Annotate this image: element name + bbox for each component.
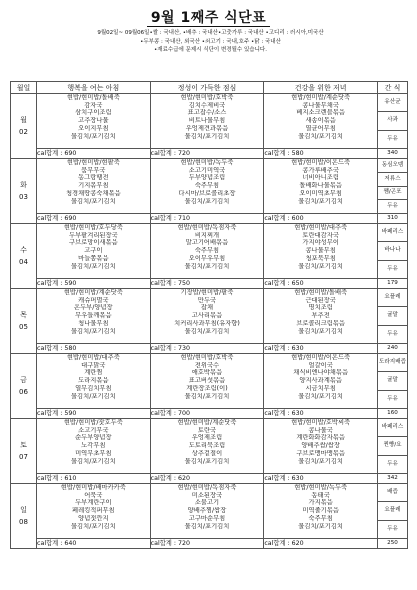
menu-item: 베지소크렌블볶음 <box>296 109 345 117</box>
page-title <box>0 7 417 27</box>
menu-item: 현밥/현미밥/계순닷죽 <box>177 419 237 426</box>
menu-item: 물김치/포기김치 <box>184 132 230 140</box>
menu-item: 오이지무침 <box>78 124 109 132</box>
menu-item: 동태국 <box>311 491 330 499</box>
lunch-menu <box>150 224 264 279</box>
menu-item: 명치조림 <box>308 304 333 312</box>
day-weekday: 목 <box>20 311 27 319</box>
menu-item: 현밥/현미밥/잣호두죽 <box>63 419 123 426</box>
note-line: •재료수급에 문제시 식단이 변경될수 있습니다. <box>154 47 267 53</box>
header-date: 월일 <box>11 82 37 94</box>
menu-item: 어묵국 <box>84 491 103 499</box>
header-snack: 간 식 <box>378 82 408 94</box>
calorie-total: cal합계 : 590 <box>37 409 151 419</box>
menu-item: 가지볶음 <box>308 499 333 507</box>
menu-item: 물김치/포기김치 <box>70 132 116 140</box>
menu-item: 현밥/현미밥/호두당죽 <box>63 224 123 231</box>
note-line: 9월02일~ 09월06일•쌀 : 국내산, •배추 : 국내산•고춧가루 : 국내산 •고디리 : 러시아,미국산 <box>97 30 324 36</box>
menu-item: 계란찜 <box>84 369 103 377</box>
day-weekday: 금 <box>20 376 27 384</box>
menu-item: 현밥/현미밥/돌배죽 <box>66 94 120 101</box>
snack-item: 찐빵/요 <box>378 437 407 455</box>
breakfast-menu <box>37 354 151 409</box>
snack-item: 두유 <box>387 330 398 337</box>
calorie-row <box>11 409 408 419</box>
menu-item: 물김치/포기김치 <box>70 327 116 335</box>
snack-calorie: 179 <box>378 279 408 289</box>
note-line: •두부콩 : 국내산, 외국산 •쇠고기 : 국내,호주 •닭 : 국내산 <box>140 38 281 45</box>
day-label <box>11 94 37 159</box>
day-weekday: 화 <box>20 181 27 189</box>
calorie-total: cal합계 : 690 <box>37 149 151 159</box>
calorie-row <box>11 149 408 159</box>
menu-item: 물김치/포기김치 <box>298 522 343 530</box>
menu-item: 뭄무무국 <box>81 166 106 174</box>
day-date: 04 <box>19 258 28 266</box>
menu-item: 채식비엔나야채볶음 <box>293 369 349 377</box>
menu-item: 상추겉절이 <box>191 449 223 457</box>
day-date: 07 <box>19 453 28 461</box>
day-label <box>11 419 37 484</box>
snack-item: 쨈/곤포 <box>378 187 407 201</box>
menu-item: 물김치/포기김치 <box>70 392 116 400</box>
day-row <box>11 159 408 214</box>
dinner-menu <box>264 224 378 279</box>
day-date: 03 <box>19 193 28 201</box>
day-date: 05 <box>19 323 28 331</box>
day-label <box>11 354 37 419</box>
day-row <box>11 289 408 344</box>
menu-item: 두부계란구이 <box>75 499 112 507</box>
lunch-menu <box>150 94 264 149</box>
header-lunch: 정성이 가득한 점심 <box>150 82 264 94</box>
menu-item: 물김치/포기김치 <box>298 197 343 205</box>
snack-item: 바페리스 <box>378 419 407 437</box>
menu-item: 현밥/현미밥/배마카카죽 <box>60 484 126 491</box>
dinner-menu <box>264 289 378 344</box>
calorie-row <box>11 539 408 549</box>
menu-item: 숙주무침 <box>308 514 333 522</box>
menu-item: 현밥/현미밥/이온드죽 <box>291 159 351 166</box>
snack-item: 바나나 <box>378 242 407 260</box>
breakfast-menu <box>37 224 151 279</box>
menu-item: 현밥/현미밥/녹두죽 <box>294 484 348 491</box>
menu-item: 물김치/포기김치 <box>298 262 343 270</box>
header-breakfast: 행복을 여는 아침 <box>37 82 151 94</box>
menu-item: 두부팥겨리된장국 <box>68 231 118 239</box>
menu-item: 기지볶무침 <box>78 182 109 190</box>
snack-calorie: 250 <box>378 539 408 549</box>
menu-item: 양배추찜/쌈장 <box>187 507 227 515</box>
menu-item: 고구마순무침 <box>188 514 226 522</box>
calorie-total: cal합계 : 640 <box>37 539 151 549</box>
menu-item: 물김치/포기김치 <box>184 457 230 465</box>
snack-item: 두유 <box>387 525 398 532</box>
snack-item: 두유 <box>387 265 398 272</box>
menu-item: 열균어무침 <box>305 124 336 132</box>
snack-calorie: 340 <box>378 149 408 159</box>
calorie-total: cal합계 : 590 <box>37 279 151 289</box>
menu-item: 비지찌개 <box>194 231 220 239</box>
snack-list <box>378 484 408 539</box>
menu-item: 계란화화감자볶음 <box>296 434 345 442</box>
menu-item: 순두부양념장 <box>75 434 112 442</box>
calorie-total: cal합계 : 620 <box>150 474 264 484</box>
snack-list <box>378 94 408 149</box>
menu-item: 고추장나물 <box>78 117 109 125</box>
ingredient-notes <box>18 29 403 55</box>
lunch-menu <box>150 419 264 474</box>
menu-item: 현밥/현미밥/호박죽 <box>180 354 234 361</box>
snack-item: 두유 <box>387 395 398 402</box>
menu-item: 부추전 <box>311 312 330 320</box>
menu-item: 물김치/포기김치 <box>298 327 343 335</box>
menu-item: 계란장조림(이) <box>186 384 228 392</box>
snack-item: 두유 <box>387 135 398 142</box>
snack-calorie: 240 <box>378 344 408 354</box>
menu-item: 토란대감자국 <box>302 231 339 239</box>
menu-item: 표고잡수/소스 <box>187 109 227 117</box>
menu-item: 양배추쌈/쌈장 <box>301 442 340 450</box>
menu-item: 물김치/포기김치 <box>298 132 343 140</box>
menu-item: 현밥/현미밥/대추죽 <box>66 354 120 361</box>
menu-item: 콩나물국 <box>308 426 333 434</box>
menu-item: 애호박볶음 <box>191 369 223 377</box>
menu-item: 현밥/현미밥/독점자죽 <box>177 224 237 231</box>
day-weekday: 수 <box>20 246 27 254</box>
menu-item: 열무김치무침 <box>75 384 112 392</box>
calorie-row <box>11 214 408 224</box>
snack-calorie: 342 <box>378 474 408 484</box>
menu-item: 고사리볶음 <box>191 312 223 320</box>
menu-item: 양념젓깐지 <box>78 514 109 522</box>
menu-item: 청나물무침 <box>78 319 109 327</box>
menu-item: 청포묵무침 <box>305 254 336 262</box>
menu-item: 우엉제견과볶음 <box>185 124 229 132</box>
calorie-total: cal합계 : 720 <box>150 149 264 159</box>
breakfast-menu <box>37 419 151 474</box>
calorie-row <box>11 279 408 289</box>
menu-item: 표고버섯볶음 <box>188 377 226 385</box>
day-label <box>11 484 37 549</box>
snack-item: 사과 <box>378 112 407 130</box>
lunch-menu <box>150 159 264 214</box>
menu-item: 감자국 <box>84 101 103 109</box>
lunch-menu <box>150 289 264 344</box>
day-row <box>11 94 408 149</box>
header-dinner: 건강을 위한 저녁 <box>264 82 378 94</box>
day-label <box>11 289 37 354</box>
menu-item: 삼치구이조림 <box>75 109 112 117</box>
menu-item: 기장밥/현미밥/팥죽 <box>180 289 234 296</box>
menu-item: 물김치/포기김치 <box>184 327 230 335</box>
menu-item: 김치수제비국 <box>188 101 226 109</box>
menu-item: 물김치/포기김치 <box>184 262 230 270</box>
menu-item: 가지야성무이 <box>302 239 339 247</box>
calorie-total: cal합계 : 710 <box>150 214 264 224</box>
menu-item: 물김치/포기김치 <box>184 522 230 530</box>
snack-item: 동심오뎀 <box>378 159 407 173</box>
menu-item: 물김치/포기김치 <box>70 522 116 530</box>
calorie-total: cal합계 : 580 <box>37 344 151 354</box>
menu-item: 시금치무침 <box>305 384 336 392</box>
calorie-total: cal합계 : 720 <box>150 539 264 549</box>
calorie-total: cal합계 : 620 <box>264 539 378 549</box>
menu-item: 캐슈머멸국 <box>78 296 109 304</box>
day-row <box>11 419 408 474</box>
day-weekday: 일 <box>20 506 27 514</box>
menu-item: 브로콜리크림볶음 <box>296 319 345 327</box>
menu-item: 양지사과계볶음 <box>299 377 342 385</box>
day-weekday: 월 <box>20 116 27 124</box>
day-label <box>11 159 37 224</box>
menu-item: 현밥/현미밥/현팥죽 <box>66 159 120 166</box>
menu-item: 노각무침 <box>81 442 106 450</box>
menu-item: 치커리사과무침(유자향) <box>174 319 240 327</box>
calorie-total: cal합계 : 580 <box>264 149 378 159</box>
menu-item: 대구맑국 <box>81 361 106 369</box>
menu-item: 물김치/포기김치 <box>184 392 230 400</box>
menu-item: 비트나물무침 <box>188 117 226 125</box>
menu-item: 현밥/현미밥/독점자죽 <box>177 484 237 491</box>
menu-item: 소고기미역국 <box>188 166 226 174</box>
weekly-menu-table <box>10 81 408 549</box>
menu-item: 콩가루배추국 <box>302 166 339 174</box>
snack-item: 귤말 <box>378 307 407 325</box>
dinner-menu <box>264 484 378 539</box>
menu-item: 현밥/현미밥/대추죽 <box>294 224 348 231</box>
calorie-total: cal합계 : 630 <box>264 409 378 419</box>
day-date: 06 <box>19 388 28 396</box>
snack-item: 유산균 <box>378 94 407 112</box>
menu-item: 소불고기 <box>194 499 220 507</box>
snack-calorie: 310 <box>378 214 408 224</box>
menu-item: 물김치/포기김치 <box>298 457 343 465</box>
menu-item: 우엉제조림 <box>191 434 223 442</box>
calorie-row <box>11 474 408 484</box>
menu-item: 현밥/현미밥/호박씨죽 <box>291 419 351 426</box>
page-title-text: 9월 1째주 식단표 <box>147 10 270 27</box>
menu-item: 페레킹적퍼무침 <box>72 507 115 515</box>
menu-item: 두부양념조림 <box>188 174 226 182</box>
menu-item: 현밥/현미밥/계순닷죽 <box>63 289 123 296</box>
day-row <box>11 354 408 409</box>
menu-item: 얼갈이국 <box>308 361 333 369</box>
menu-item: 콩나물무침 <box>305 247 336 255</box>
menu-item: 무우들깨볶음 <box>75 312 112 320</box>
calorie-row <box>11 344 408 354</box>
menu-item: 새송이볶음 <box>305 117 336 125</box>
menu-item: 소고기무국 <box>78 426 109 434</box>
menu-item: 온두부/양념장 <box>74 304 113 312</box>
day-weekday: 토 <box>20 441 27 449</box>
menu-item: 물김치/포기김치 <box>184 197 230 205</box>
menu-item: 도라지볶음 <box>78 377 109 385</box>
menu-item: 마늘쫑볶음 <box>78 254 109 262</box>
breakfast-menu <box>37 289 151 344</box>
snack-item: 바페리스 <box>378 224 407 242</box>
day-row <box>11 224 408 279</box>
snack-item: 요플레 <box>378 502 407 520</box>
snack-item: 두유 <box>387 203 398 210</box>
snack-item: 저류스 <box>378 173 407 187</box>
menu-item: 토란국 <box>197 426 217 434</box>
snack-item: 두유 <box>387 460 398 467</box>
menu-item: 미역줄기볶음 <box>302 507 339 515</box>
dinner-menu <box>264 354 378 409</box>
menu-item: 동그랑땡전 <box>78 174 109 182</box>
menu-item: 구브로맹마맹볶음 <box>296 449 345 457</box>
snack-list <box>378 224 408 279</box>
menu-item: 현밥/현미밥/이온드죽 <box>291 354 351 361</box>
menu-item: 잡채 <box>200 304 214 312</box>
menu-item: 현밥/현미밥/계순닷죽 <box>291 94 351 101</box>
snack-item: 배즙 <box>378 484 407 502</box>
menu-item: 다시마/브로콜리초장 <box>178 189 236 197</box>
day-date: 02 <box>19 128 28 136</box>
header-row <box>11 82 408 94</box>
breakfast-menu <box>37 484 151 539</box>
menu-item: 구브로망이새볶음 <box>68 239 118 247</box>
calorie-total: cal합계 : 610 <box>37 474 151 484</box>
menu-item: 도토리묵조림 <box>188 442 226 450</box>
calorie-total: cal합계 : 650 <box>264 279 378 289</box>
day-date: 08 <box>19 518 28 526</box>
lunch-menu <box>150 484 264 539</box>
menu-item: 청경채땅콩숙채볶음 <box>65 189 121 197</box>
dinner-menu <box>264 419 378 474</box>
breakfast-menu <box>37 94 151 149</box>
snack-list <box>378 419 408 474</box>
snack-calorie: 160 <box>378 409 408 419</box>
day-row <box>11 484 408 539</box>
calorie-total: cal합계 : 630 <box>264 344 378 354</box>
menu-item: 말고기어배볶음 <box>185 239 229 247</box>
snack-list <box>378 159 408 214</box>
menu-item: 돌배화나물볶음 <box>299 182 342 190</box>
menu-item: 현밥/현미밥/호박죽 <box>180 94 234 101</box>
menu-item: 너비아니조림 <box>302 174 339 182</box>
snack-item: 귤말 <box>378 372 407 390</box>
calorie-total: cal합계 : 700 <box>150 409 264 419</box>
menu-body <box>11 94 408 549</box>
dinner-menu <box>264 159 378 214</box>
menu-item: 고구이 <box>84 247 103 255</box>
snack-item: 요플레 <box>378 289 407 307</box>
menu-item: 오이무우무침 <box>188 254 226 262</box>
menu-item: 근대된장국 <box>305 296 336 304</box>
lunch-menu <box>150 354 264 409</box>
menu-item: 물김치/포기김치 <box>298 392 343 400</box>
dinner-menu <box>264 94 378 149</box>
menu-item: 물김치/포기김치 <box>70 262 116 270</box>
calorie-total: cal합계 : 750 <box>150 279 264 289</box>
menu-item: 전위국수 <box>194 361 220 369</box>
snack-list <box>378 354 408 409</box>
menu-item: 미소된장국 <box>191 491 223 499</box>
calorie-total: cal합계 : 630 <box>264 474 378 484</box>
menu-item: 현밥/현미밥/녹두죽 <box>180 159 234 166</box>
menu-item: 만두국 <box>197 296 217 304</box>
menu-item: 물김치/포기김치 <box>70 197 116 205</box>
menu-item: 숙주무침 <box>194 182 220 190</box>
calorie-total: cal합계 : 690 <box>37 214 151 224</box>
menu-item: 오이미역초무침 <box>299 189 342 197</box>
menu-item: 콩나물무채국 <box>302 101 339 109</box>
snack-item: 도라지배즙 <box>378 354 407 372</box>
breakfast-menu <box>37 159 151 214</box>
menu-item: 물김치/포기김치 <box>70 457 116 465</box>
menu-item: 미역무초무침 <box>75 449 112 457</box>
menu-item: 숙주무침 <box>194 247 220 255</box>
snack-list <box>378 289 408 344</box>
menu-item: 현밥/현미밥/돌배죽 <box>294 289 348 296</box>
calorie-total: cal합계 : 730 <box>150 344 264 354</box>
day-label <box>11 224 37 289</box>
calorie-total: cal합계 : 600 <box>264 214 378 224</box>
